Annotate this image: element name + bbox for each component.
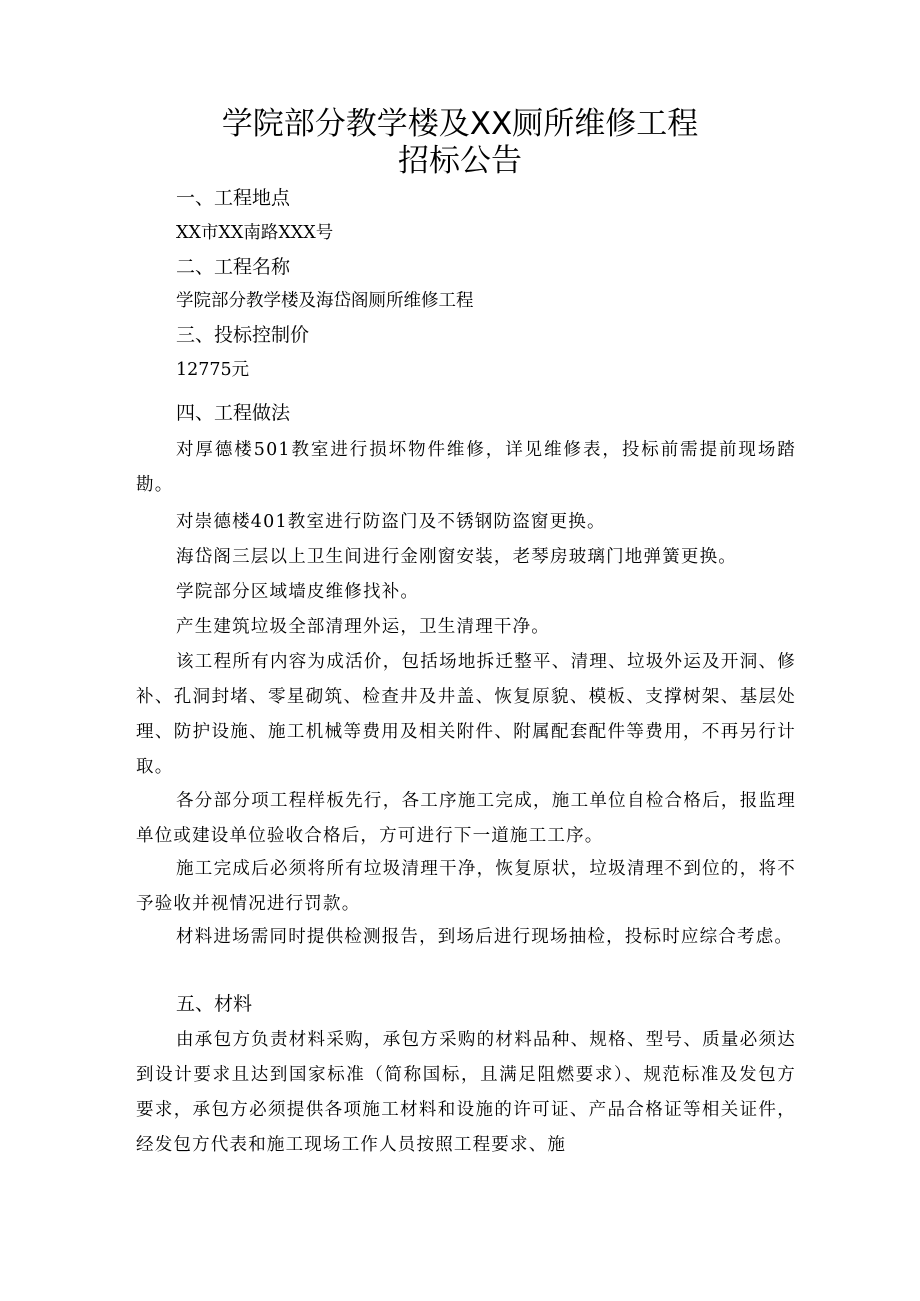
method-paragraph: 对厚德楼501教室进行损坏物件维修，详见维修表，投标前需提前现场踏勘。 [136, 440, 796, 495]
method-paragraph: 施工完成后必须将所有垃圾清理干净，恢复原状，垃圾清理不到位的，将不予验收并视情况进行罚款。 [136, 859, 796, 914]
section-heading-materials: 五、材料 [176, 993, 253, 1015]
method-paragraph: 对崇德楼401教室进行防盗门及不锈钢防盗窗更换。 [176, 512, 606, 532]
method-paragraph: 学院部分区域墙皮维修找补。 [176, 582, 420, 602]
document-title-line1: 学院部分教学楼及XX厕所维修工程 [221, 106, 699, 142]
section-heading-method: 四、工程做法 [176, 402, 291, 424]
section-heading-location: 一、工程地点 [176, 187, 291, 209]
method-paragraph: 产生建筑垃圾全部清理外运，卫生清理干净。 [176, 617, 550, 637]
document-title-line2: 招标公告 [398, 143, 522, 179]
price-value: 12775元 [176, 360, 250, 380]
materials-paragraph: 由承包方负责材料采购，承包方采购的材料品种、规格、型号、质量必须达到设计要求且达到国家标准（简称国标，且满足阻燃要求）、规范标准及发包方要求，承包方必须提供各项施工材料和设施的许可证、产品合格证等相关证件，经发包方代表和施工现场工作人员按照工程要求、施 [136, 1030, 796, 1155]
location-value: XX市XX南路XXX号 [176, 223, 334, 243]
section-heading-price: 三、投标控制价 [176, 324, 310, 346]
method-paragraph: 各分部分项工程样板先行，各工序施工完成，施工单位自检合格后，报监理单位或建设单位验收合格后，方可进行下一道施工工序。 [136, 791, 796, 846]
method-paragraph: 海岱阁三层以上卫生间进行金刚窗安装，老琴房玻璃门地弹簧更换。 [176, 547, 737, 567]
section-heading-name: 二、工程名称 [176, 256, 291, 278]
method-paragraph: 材料进场需同时提供检测报告，到场后进行现场抽检，投标时应综合考虑。 [176, 927, 794, 947]
method-paragraph: 该工程所有内容为成活价，包括场地拆迁整平、清理、垃圾外运及开洞、修补、孔洞封堵、零星砌筑、检查井及井盖、恢复原貌、模板、支撑树架、基层处理、防护设施、施工机械等费用及相关附件、附属配套配件等费用，不再另行计取。 [136, 652, 796, 777]
name-value: 学院部分教学楼及海岱阁厕所维修工程 [176, 291, 474, 311]
